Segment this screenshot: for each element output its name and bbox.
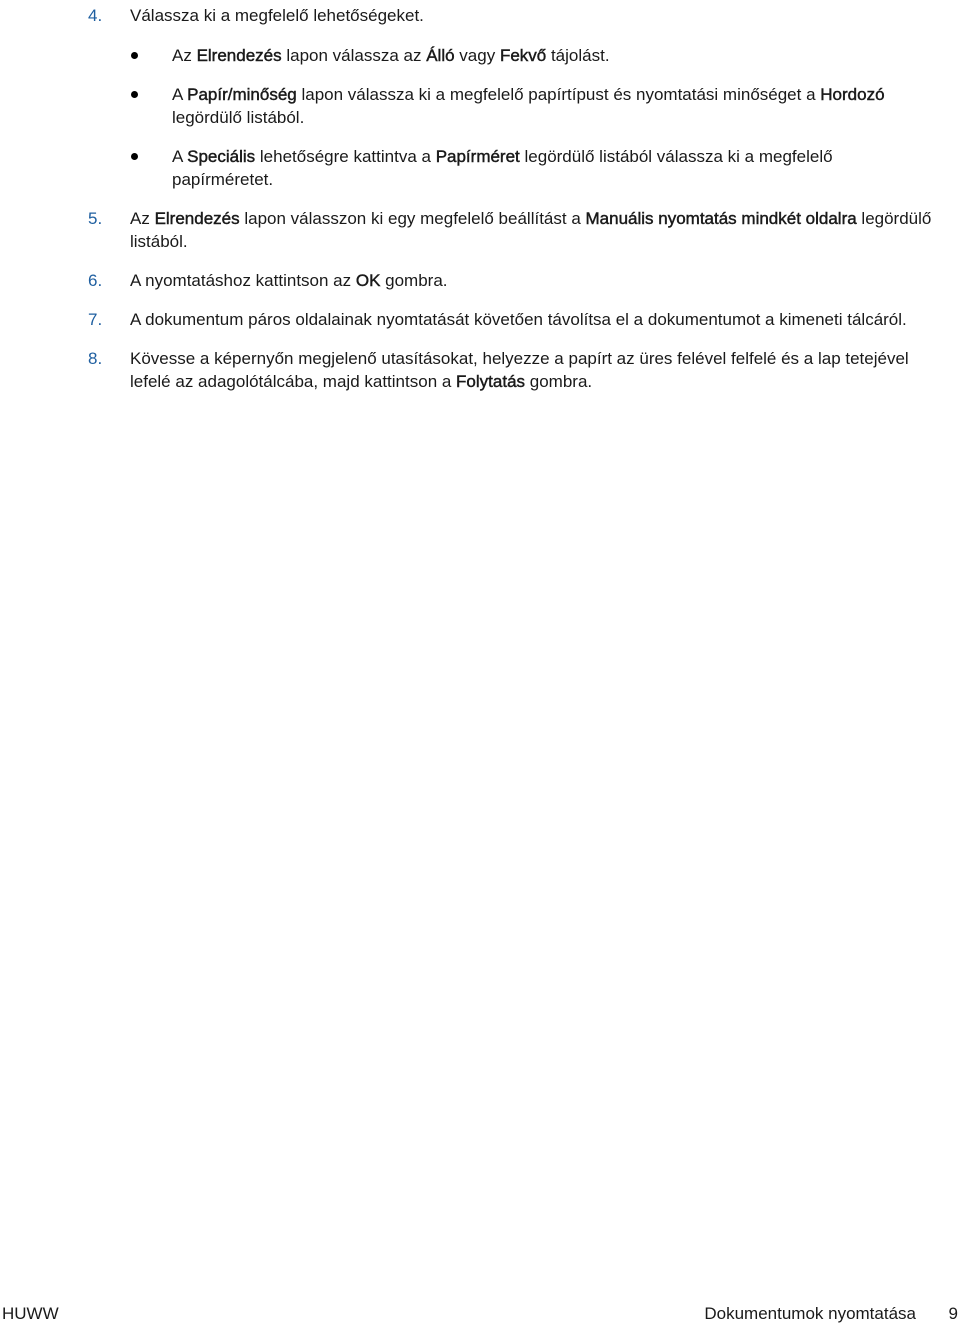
step-number: 6. bbox=[88, 271, 103, 290]
text: lehetőségre kattintva a bbox=[255, 147, 436, 166]
footer-chapter-title: Dokumentumok nyomtatása bbox=[704, 1304, 916, 1323]
text: vagy bbox=[454, 46, 500, 65]
ui-term: OK bbox=[355, 271, 381, 290]
page-number: 9 bbox=[948, 1304, 958, 1323]
bullet-icon bbox=[131, 91, 138, 98]
ui-term: Álló bbox=[426, 46, 455, 65]
text: lapon válassza az bbox=[281, 46, 427, 65]
step-7 bbox=[0, 308, 960, 331]
text: A nyomtatáshoz kattintson az bbox=[130, 271, 356, 290]
text: tájolást. bbox=[546, 46, 610, 65]
text: legördülő listából. bbox=[130, 209, 932, 251]
step-number: 5. bbox=[88, 209, 103, 228]
footer-doc-id: HUWW bbox=[2, 1304, 59, 1323]
list-item bbox=[0, 44, 960, 67]
list-item bbox=[0, 145, 960, 191]
step-8 bbox=[0, 347, 960, 393]
bullet-icon bbox=[131, 52, 138, 59]
text: gombra. bbox=[380, 271, 448, 290]
step-text: Válassza ki a megfelelő lehetőségeket. bbox=[130, 6, 424, 25]
step-4-bullets bbox=[0, 44, 960, 191]
step-number: 8. bbox=[88, 349, 103, 368]
text: legördülő listából válassza ki a megfelelő papírméretet. bbox=[172, 147, 833, 189]
page-footer bbox=[0, 1302, 960, 1326]
ui-term: Speciális bbox=[187, 147, 256, 166]
list-item bbox=[0, 83, 960, 129]
text: A bbox=[172, 85, 188, 104]
bullet-icon bbox=[131, 153, 138, 160]
text: gombra. bbox=[525, 372, 593, 391]
ui-term: Manuális nyomtatás mindkét oldalra bbox=[585, 209, 857, 228]
ui-term: Papír/minőség bbox=[187, 85, 297, 104]
step-4 bbox=[0, 4, 960, 27]
text: Az bbox=[172, 46, 197, 65]
step-6 bbox=[0, 269, 960, 292]
text: Az bbox=[130, 209, 155, 228]
ui-term: Elrendezés bbox=[196, 46, 282, 65]
ui-term: Hordozó bbox=[820, 85, 885, 104]
ui-term: Fekvő bbox=[499, 46, 547, 65]
text: A bbox=[172, 147, 188, 166]
step-5 bbox=[0, 207, 960, 253]
text: lapon válassza ki a megfelelő papírtípust és nyomtatási minőséget a bbox=[296, 85, 821, 104]
ui-term: Folytatás bbox=[456, 372, 526, 391]
instruction-list bbox=[0, 4, 960, 393]
text: lapon válasszon ki egy megfelelő beállítást a bbox=[239, 209, 586, 228]
text: A dokumentum páros oldalainak nyomtatását követően távolítsa el a dokumentumot a kimeneti tálcáról. bbox=[130, 310, 907, 329]
step-number: 4. bbox=[88, 6, 103, 25]
text: Kövesse a képernyőn megjelenő utasításokat, helyezze a papírt az üres felével felfelé és a lap tetejével lefelé az adagolótálcába, majd kattintson a bbox=[130, 349, 909, 391]
ui-term: Elrendezés bbox=[154, 209, 240, 228]
step-number: 7. bbox=[88, 310, 103, 329]
text: legördülő listából. bbox=[172, 108, 305, 127]
ui-term: Papírméret bbox=[435, 147, 520, 166]
